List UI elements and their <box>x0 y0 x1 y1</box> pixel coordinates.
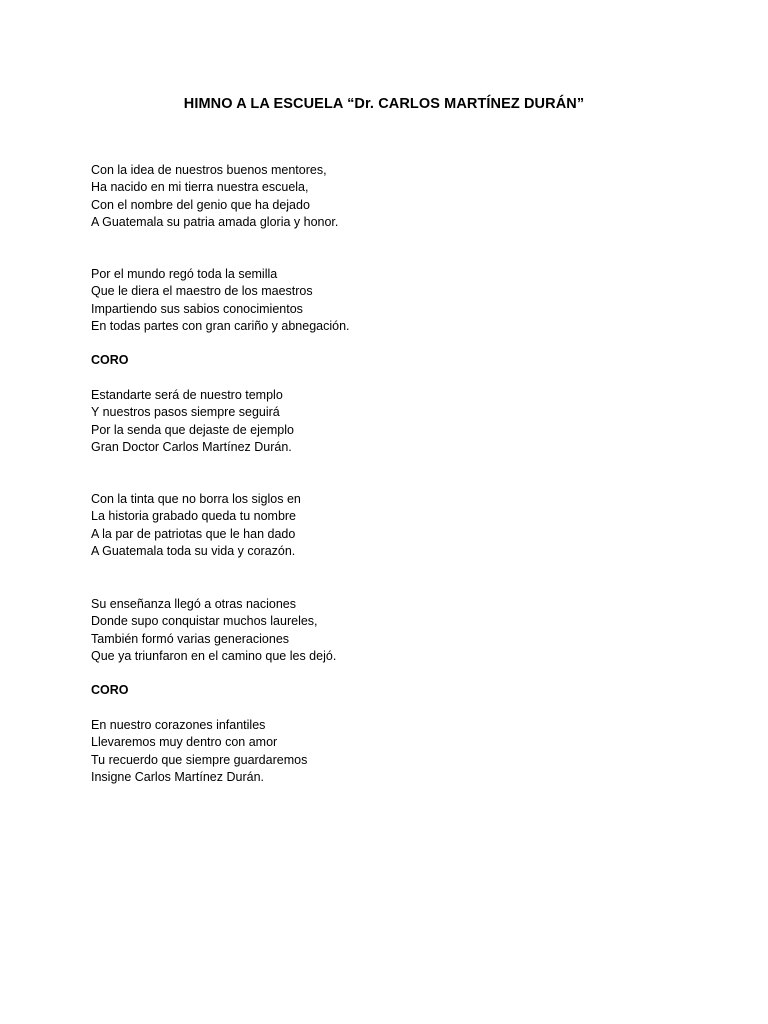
verse-line: Tu recuerdo que siempre guardaremos <box>91 752 308 767</box>
verse-line: Ha nacido en mi tierra nuestra escuela, <box>91 180 309 195</box>
stanza <box>91 387 294 457</box>
verse-line: Donde supo conquistar muchos laureles, <box>91 614 318 629</box>
verse-line: Con la tinta que no borra los siglos en <box>91 492 301 506</box>
verse-line: En todas partes con gran cariño y abnegación. <box>91 319 350 334</box>
verse-line: A la par de patriotas que le han dado <box>91 526 296 541</box>
verse-line: También formó varias generaciones <box>91 631 290 646</box>
verse-line: Su enseñanza llegó a otras naciones <box>91 597 297 611</box>
verse-line: Por el mundo regó toda la semilla <box>91 267 278 281</box>
coro-label: CORO <box>91 353 129 367</box>
verse-line: Gran Doctor Carlos Martínez Durán. <box>91 440 292 455</box>
verse-line: Y nuestros pasos siempre seguirá <box>91 405 280 420</box>
verse-line: Impartiendo sus sabios conocimientos <box>91 301 303 316</box>
verse-line: Que ya triunfaron en el camino que les dejó. <box>91 649 337 664</box>
document-title: HIMNO A LA ESCUELA “Dr. CARLOS MARTÍNEZ DURÁN” <box>183 96 585 112</box>
verse-line: Llevaremos muy dentro con amor <box>91 735 278 750</box>
coro-label: CORO <box>91 683 129 697</box>
stanza <box>91 596 336 666</box>
stanza <box>91 491 301 561</box>
verse-line: Con la idea de nuestros buenos mentores, <box>91 163 327 177</box>
verse-line: En nuestro corazones infantiles <box>91 718 266 732</box>
verse-line: Por la senda que dejaste de ejemplo <box>91 422 294 437</box>
stanza <box>91 162 338 232</box>
verse-line: Que le diera el maestro de los maestros <box>91 284 313 299</box>
stanza <box>91 717 307 787</box>
verse-line: Con el nombre del genio que ha dejado <box>91 197 310 212</box>
verse-line: Insigne Carlos Martínez Durán. <box>91 770 264 785</box>
verse-line: La historia grabado queda tu nombre <box>91 509 297 524</box>
verse-line: Estandarte será de nuestro templo <box>91 388 283 402</box>
verse-line: A Guatemala su patria amada gloria y honor. <box>91 215 339 230</box>
stanza <box>91 266 350 336</box>
verse-line: A Guatemala toda su vida y corazón. <box>91 544 296 559</box>
